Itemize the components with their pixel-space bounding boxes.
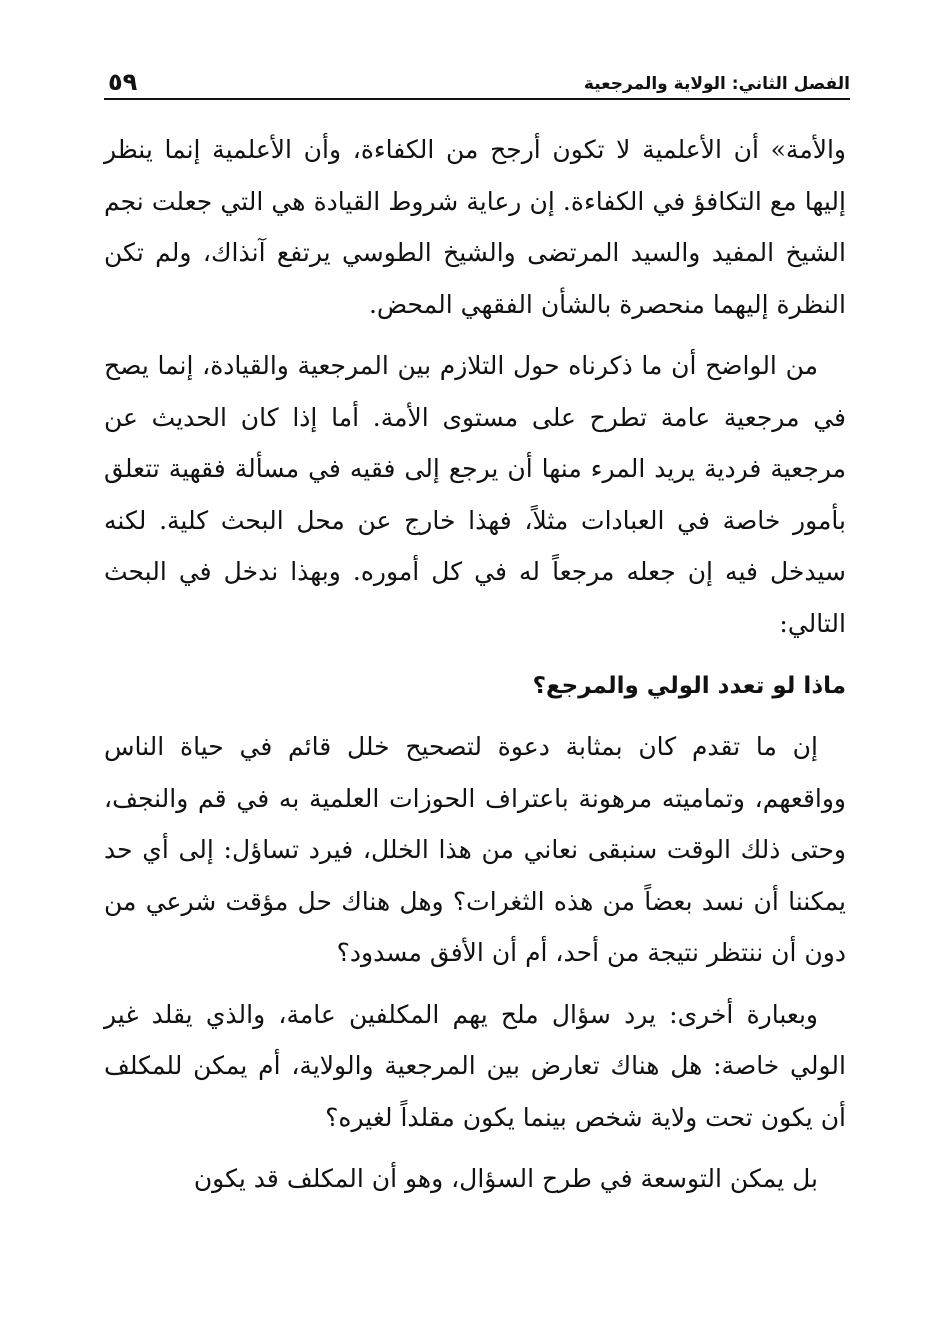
paragraph-1: والأمة» أن الأعلمية لا تكون أرجح من الكفاءة، وأن الأعلمية إنما ينظر إليها مع التكافؤ في الكفاءة. إن رعاية شروط القيادة هي التي جعلت نجم الشيخ المفيد والسيد المرتضى والشيخ الطوسي يرتفع آنذاك، ولم تكن النظرة إليهما منحصرة بالشأن الفقهي المحض. (104, 135, 846, 319)
paragraph-4: وبعبارة أخرى: يرد سؤال ملح يهم المكلفين عامة، والذي يقلد غير الولي خاصة: هل هناك تعارض بين المرجعية والولاية، أم يمكن للمكلف أن يكون تحت ولاية شخص بينما يكون مقلداً لغيره؟ (104, 999, 846, 1132)
page-body (104, 124, 846, 1205)
running-title: الفصل الثاني: الولاية والمرجعية (583, 74, 850, 94)
page-header (104, 60, 850, 100)
page-number: ٥٩ (108, 68, 138, 96)
paragraph-5: بل يمكن التوسعة في طرح السؤال، وهو أن المكلف قد يكون (193, 1164, 818, 1193)
section-heading: ماذا لو تعدد الولي والمرجع؟ (532, 673, 846, 699)
paragraph-3: إن ما تقدم كان بمثابة دعوة لتصحيح خلل قائم في حياة الناس وواقعهم، وتماميته مرهونة باعتراف الحوزات العلمية به في قم والنجف، وحتى ذلك الوقت سنبقى نعاني من هذا الخلل، فيرد تساؤل: إلى أي حد يمكننا أن نسد بعضاً من هذه الثغرات؟ وهل هناك حل مؤقت شرعي من دون أن ننتظر نتيجة من أحد، أم أن الأفق مسدود؟ (104, 732, 846, 967)
paragraph-2: من الواضح أن ما ذكرناه حول التلازم بين المرجعية والقيادة، إنما يصح في مرجعية عامة تطرح على مستوى الأمة. أما إذا كان الحديث عن مرجعية فردية يريد المرء منها أن يرجع إلى فقيه في مسألة فقهية تتعلق بأمور خاصة في العبادات مثلاً، فهذا خارج عن محل البحث كلية. لكنه سيدخل فيه إن جعله مرجعاً له في كل أموره. وبهذا ندخل في البحث التالي: (104, 351, 846, 638)
header-divider (104, 98, 850, 100)
